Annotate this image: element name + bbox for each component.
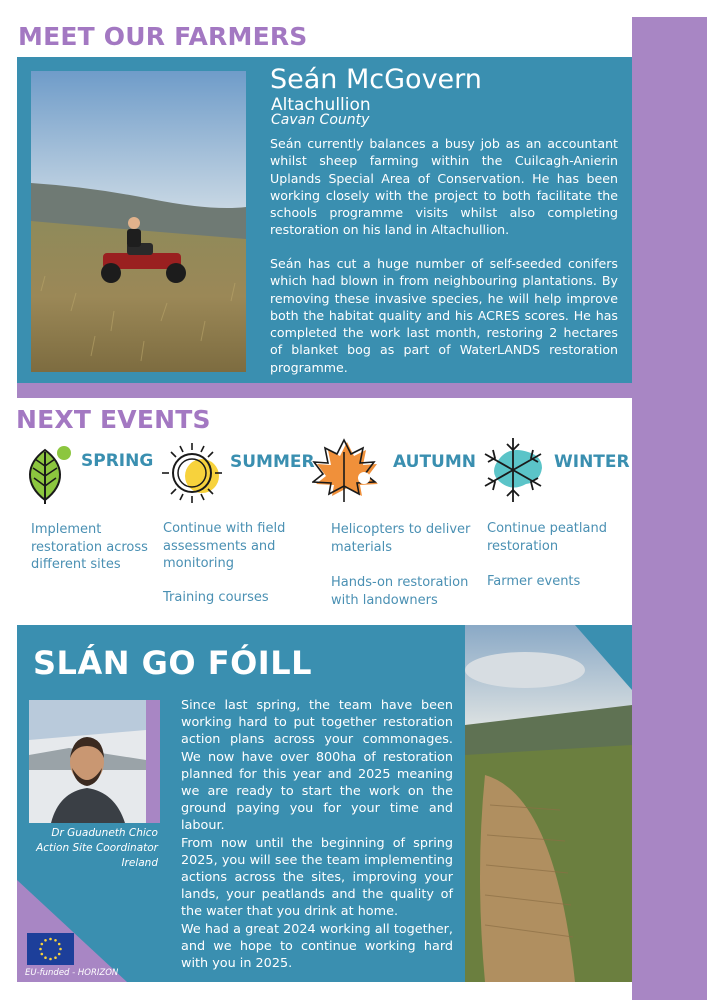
farmer-paragraph-1: Seán currently balances a busy job as an accountant whilst sheep farming within the Cuilcagh-Anierin Uplands Special Area of Conservation. He has been working closely with the project to both facilitate the schools programme visits whilst also completing restoration on his land in Altachullion.: [270, 136, 618, 238]
closing-paragraph-2: From now until the beginning of spring 2025, you will see the team implementing actions across the sites, improving your lands, your peatlands and the quality of the water that you drink at home.: [181, 835, 453, 920]
staff-photo: [29, 700, 146, 823]
season-label-winter: WINTER: [554, 452, 630, 472]
farmer-location: Altachullion: [271, 95, 371, 115]
maple-leaf-icon: [312, 438, 382, 509]
staff-country: Ireland: [121, 857, 158, 869]
eu-funding-caption: EU-funded - HORIZON: [25, 968, 119, 978]
staff-role: Action Site Coordinator: [36, 842, 158, 854]
closing-paragraph-3: We had a great 2024 working all together, and we hope to continue working hard with you in 2025.: [181, 921, 453, 972]
event-autumn-1: Helicopters to deliver materials: [331, 522, 471, 555]
farmer-section-heading: MEET OUR FARMERS: [18, 22, 308, 51]
right-decorative-stripe: [632, 17, 707, 1000]
events-section-heading: NEXT EVENTS: [16, 405, 211, 434]
season-label-summer: SUMMER: [230, 452, 315, 472]
event-autumn-2: Hands-on restoration with landowners: [331, 575, 469, 608]
event-winter-1: Continue peatland restoration: [487, 521, 607, 554]
farmer-paragraph-2: Seán has cut a huge number of self-seeded conifers which had blown in from neighbouring plantations. By removing these invasive species, he will help improve both the habitat quality and his ACRES scores. He has completed the work last month, restoring 2 hectares of blanket bog as part of WaterLANDS restoration programme.: [270, 256, 618, 375]
season-label-autumn: AUTUMN: [393, 452, 476, 472]
snowflake-icon: [480, 436, 550, 511]
event-winter-2: Farmer events: [487, 574, 581, 589]
season-label-spring: SPRING: [81, 451, 154, 471]
closing-heading: SLÁN GO FÓILL: [33, 644, 312, 682]
event-summer-2: Training courses: [163, 590, 269, 605]
staff-name: Dr Guaduneth Chico: [51, 827, 158, 839]
closing-paragraph-1: Since last spring, the team have been working hard to put together restoration action plans across your commonages. We now have over 800ha of restoration planned for this year and 2025 meaning we are ready to start the work on the ground paying you for your time and labour.: [181, 698, 453, 834]
farmer-county: Cavan County: [271, 112, 370, 128]
farmer-name: Seán McGovern: [270, 64, 482, 95]
farmer-photo: [31, 71, 246, 372]
closing-body: [181, 697, 453, 972]
farmer-panel-underbar: [17, 383, 632, 398]
event-spring-1: Implement restoration across different sites: [31, 522, 148, 572]
event-summer-1: Continue with field assessments and monitoring: [163, 521, 286, 571]
peatland-photo: [465, 625, 632, 982]
eu-flag-icon: [27, 933, 74, 965]
sun-icon: [152, 440, 232, 511]
leaf-icon: [20, 444, 72, 511]
